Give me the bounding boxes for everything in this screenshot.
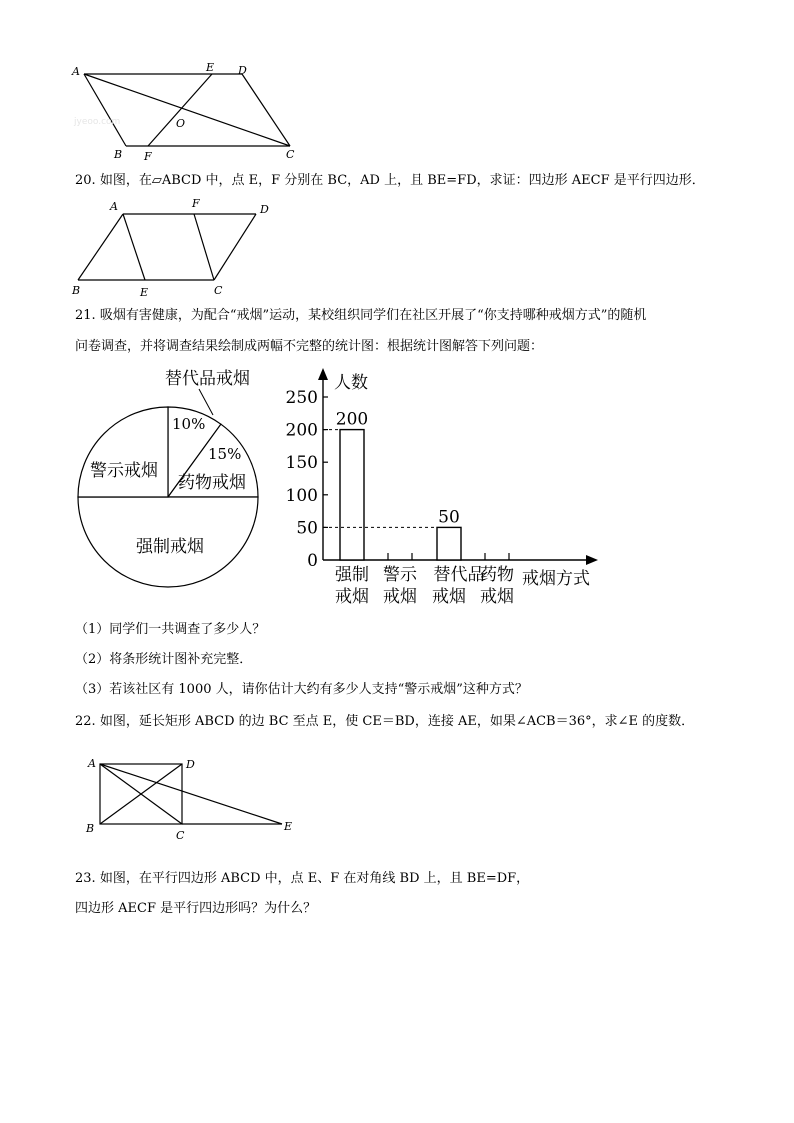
q21-sub-2: （2）将条形统计图补充完整． — [75, 652, 253, 667]
q23-number: 23. — [75, 871, 96, 886]
q20-label-c: C — [214, 284, 223, 297]
q19-label-c: C — [286, 148, 295, 161]
q21-text-line-2: 问卷调查，并将调查结果绘制成两幅不完整的统计图：根据统计图解答下列问题： — [75, 339, 544, 354]
q20-segment-fc — [194, 214, 214, 280]
question-20 — [75, 172, 705, 190]
q22-label-d: D — [186, 758, 195, 771]
q20-number: 20. — [75, 173, 96, 188]
q21-sub-1: （1）同学们一共调查了多少人？ — [75, 622, 266, 637]
bar-2 — [437, 527, 461, 560]
q20-label-d: D — [260, 203, 269, 216]
q21-text-line-1: 吸烟有害健康，为配合“戒烟”运动，某校组织同学们在社区开展了“你支持哪种戒烟方式”的随机 — [99, 308, 647, 323]
x-category-label-0-line-0: 强制 — [335, 565, 369, 585]
q22-label-a: A — [88, 757, 96, 770]
pie-chart — [70, 360, 270, 610]
pie-leader-line — [199, 389, 213, 415]
y-tick-label-200: 200 — [285, 420, 318, 441]
q19-label-f: F — [144, 150, 152, 163]
q20-segment-ae — [123, 214, 145, 280]
bar-chart — [282, 362, 612, 612]
bar-data-label-0: 200 — [335, 409, 369, 430]
figure-q22 — [82, 752, 302, 842]
figure-q20 — [66, 196, 286, 300]
q19-label-a: A — [72, 65, 80, 78]
q22-label-b: B — [86, 822, 95, 835]
q22-label-e: E — [284, 820, 293, 833]
question-23-line-1 — [75, 870, 529, 888]
q22-segment-ae — [100, 764, 282, 824]
q19-segment-dc — [242, 74, 290, 146]
pie-label-15pct: 15% — [208, 445, 242, 463]
pie-slice-warning — [78, 407, 168, 497]
y-tick-label-250: 250 — [285, 388, 318, 408]
q21-sub-3: （3）若该社区有 1000 人，请你估计大约有多少人支持“警示戒烟”这种方式？ — [75, 682, 528, 697]
q20-segment-ab — [78, 214, 123, 280]
q20-segment-dc — [214, 214, 256, 280]
question-21-line-1 — [75, 307, 646, 325]
x-axis-label: 戒烟方式 — [522, 569, 590, 589]
question-23-line-2: 四边形 AECF 是平行四边形吗？为什么？ — [75, 901, 317, 916]
q19-label-d: D — [238, 64, 247, 77]
x-category-labels — [335, 564, 514, 607]
q22-text: 如图，延长矩形 ABCD 的边 BC 至点 E，使 CE＝BD，连接 AE，如果∠ACB＝36°，求∠E 的度数． — [99, 714, 695, 729]
q20-label-e: E — [140, 286, 149, 299]
x-axis-arrow — [586, 555, 598, 565]
pie-label-forced: 强制戒烟 — [136, 537, 204, 557]
y-tick-label-150: 150 — [285, 453, 318, 474]
pie-slices — [78, 407, 258, 587]
bar-data-label-2: 50 — [438, 507, 460, 528]
q20-text: 如图，在▱ABCD 中，点 E，F 分别在 BC，AD 上，且 BE=FD，求证：四边形 AECF 是平行四边形． — [99, 173, 705, 188]
q22-number: 22. — [75, 714, 96, 729]
y-tick-label-0: 0 — [307, 551, 318, 571]
x-category-label-2-line-0: 替代品 — [433, 565, 485, 585]
figure-q19 — [66, 58, 316, 166]
y-tick-label-50: 50 — [296, 518, 318, 539]
q21-number: 21. — [75, 308, 96, 323]
pie-label-drug: 药物戒烟 — [178, 473, 246, 493]
q20-label-b: B — [72, 284, 81, 297]
q20-label-f: F — [192, 197, 200, 210]
q23-text-line-1: 如图，在平行四边形 ABCD 中，点 E、F 在对角线 BD 上，且 BE=DF， — [99, 871, 530, 886]
q19-label-b: B — [114, 148, 123, 161]
x-category-label-1-line-1: 戒烟 — [383, 587, 417, 607]
x-category-label-2-line-1: 戒烟 — [432, 587, 466, 607]
pie-label-10pct: 10% — [172, 415, 206, 433]
q19-label-o: O — [176, 117, 186, 130]
pie-label-warning: 警示戒烟 — [90, 461, 158, 481]
y-tick-label-100: 100 — [285, 485, 318, 506]
y-ticks — [286, 388, 328, 571]
q19-segment-ef — [148, 74, 212, 146]
question-21-line-2 — [75, 338, 543, 356]
q19-segment-ab — [84, 74, 126, 146]
pie-label-substitute: 替代品戒烟 — [165, 369, 250, 389]
x-category-label-3-line-1: 戒烟 — [480, 587, 514, 607]
y-axis-label: 人数 — [334, 373, 368, 393]
bars — [323, 410, 509, 560]
q22-label-c: C — [176, 829, 185, 842]
x-category-label-3-line-0: 药物 — [480, 565, 514, 585]
q19-label-e: E — [206, 61, 215, 74]
bar-0 — [340, 430, 364, 560]
question-22 — [75, 713, 694, 731]
q20-label-a: A — [110, 200, 118, 213]
watermark: jyeoo.com — [74, 117, 121, 127]
y-axis-arrow — [318, 368, 328, 380]
x-category-label-0-line-1: 戒烟 — [335, 587, 369, 607]
q19-diagonal-ac — [84, 74, 290, 146]
x-category-label-1-line-0: 警示 — [383, 565, 417, 585]
